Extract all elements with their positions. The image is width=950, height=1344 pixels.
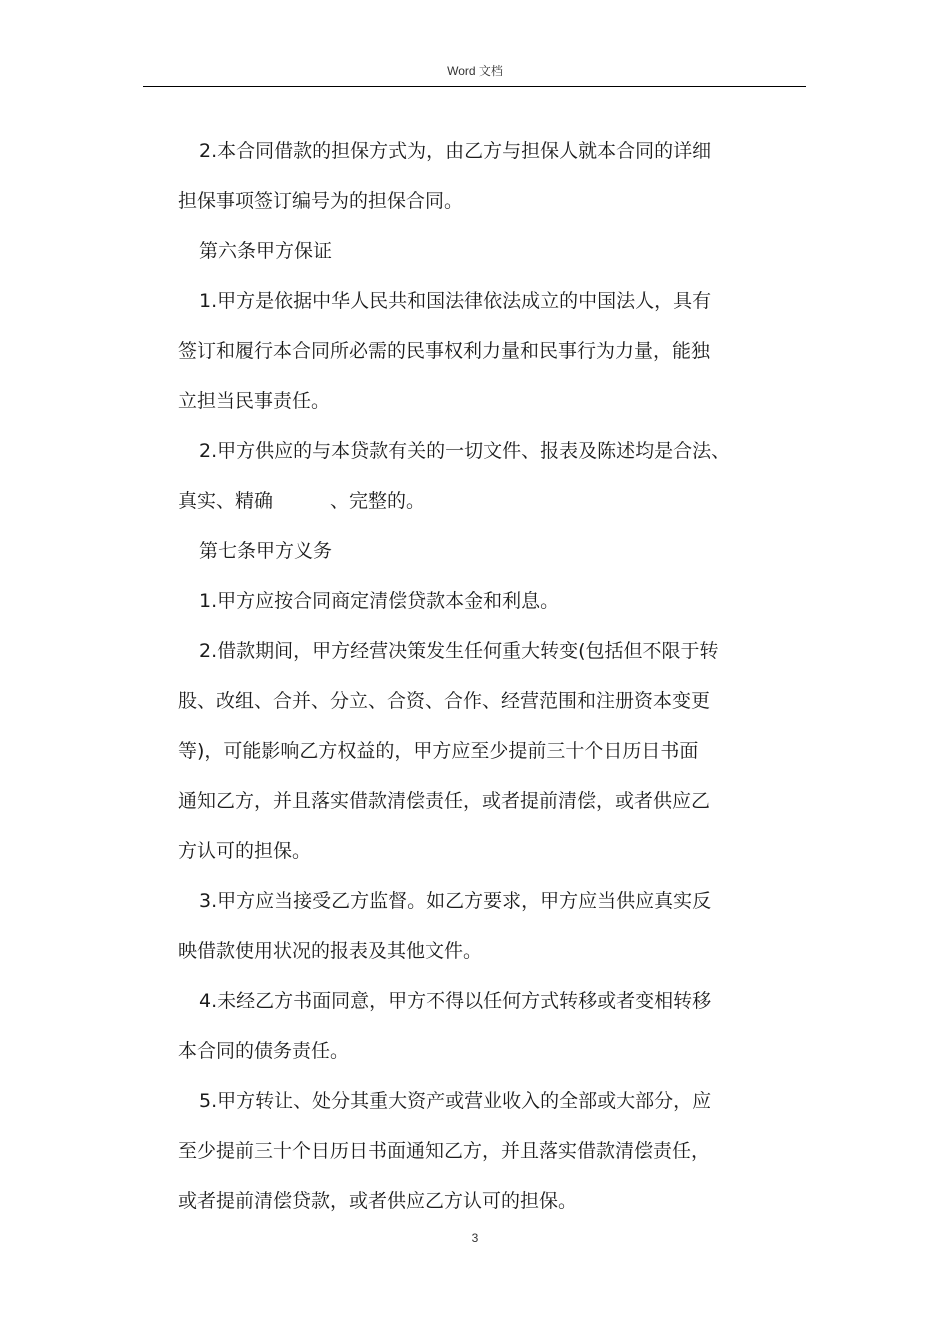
body-line: 至少提前三十个日历日书面通知乙方，并且落实借款清偿责任， (178, 1140, 711, 1162)
section-heading: 第六条甲方保证 (199, 240, 333, 262)
body-line: 真实、精确 、完整的。 (178, 490, 426, 512)
body-line: 本合同的债务责任。 (178, 1040, 350, 1062)
body-line: 映借款使用状况的报表及其他文件。 (178, 940, 483, 962)
body-line: 4.未经乙方书面同意，甲方不得以任何方式转移或者变相转移 (199, 990, 712, 1012)
body-line: 签订和履行本合同所必需的民事权利力量和民事行为力量，能独 (178, 340, 711, 362)
body-line: 5.甲方转让、处分其重大资产或营业收入的全部或大部分，应 (199, 1090, 712, 1112)
body-line: 2.借款期间，甲方经营决策发生任何重大转变(包括但不限于转 (199, 640, 719, 662)
page-header: Word 文档 (447, 64, 503, 78)
document-body (178, 126, 808, 1226)
body-line: 方认可的担保。 (178, 840, 312, 862)
body-line: 1.甲方应按合同商定清偿贷款本金和利息。 (199, 590, 560, 612)
body-line: 2.甲方供应的与本贷款有关的一切文件、报表及陈述均是合法、 (199, 440, 731, 462)
body-line: 等)，可能影响乙方权益的，甲方应至少提前三十个日历日书面 (178, 740, 699, 762)
body-line: 股、改组、合并、分立、合资、合作、经营范围和注册资本变更 (178, 690, 711, 712)
body-line: 担保事项签订编号为的担保合同。 (178, 190, 464, 212)
page-number: 3 (471, 1231, 479, 1245)
body-line: 立担当民事责任。 (178, 390, 331, 412)
body-line: 1.甲方是依据中华人民共和国法律依法成立的中国法人，具有 (199, 290, 712, 312)
body-line: 或者提前清偿贷款，或者供应乙方认可的担保。 (178, 1190, 578, 1212)
body-line: 3.甲方应当接受乙方监督。如乙方要求，甲方应当供应真实反 (199, 890, 712, 912)
body-line: 通知乙方，并且落实借款清偿责任，或者提前清偿，或者供应乙 (178, 790, 711, 812)
header-divider (143, 86, 806, 87)
body-line: 2.本合同借款的担保方式为，由乙方与担保人就本合同的详细 (199, 140, 712, 162)
section-heading: 第七条甲方义务 (199, 540, 333, 562)
